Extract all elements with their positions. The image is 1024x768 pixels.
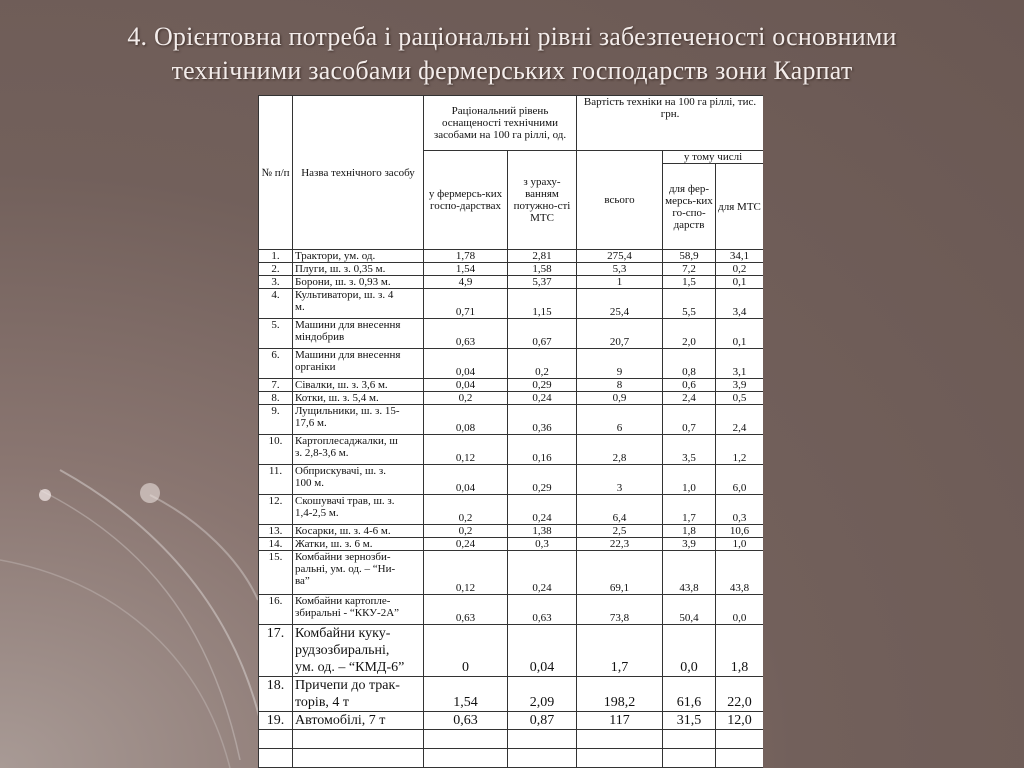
row-rational-mts: 0,67 (508, 319, 577, 349)
slide-title-line-2: технічними засобами фермерських господарств зони Карпат (171, 56, 853, 85)
row-number: 1. (259, 250, 293, 263)
row-cost-total: 275,4 (577, 250, 663, 263)
row-rational-farm: 0,2 (424, 495, 508, 525)
equipment-table (258, 95, 763, 768)
row-number: 18. (259, 677, 293, 712)
header-no: № п/п (259, 96, 293, 250)
row-cost-total: 69,1 (577, 551, 663, 595)
row-name: Трактори, ум. од. (293, 250, 424, 263)
row-cost-mts: 1,8 (716, 625, 764, 677)
row-rational-mts: 1,38 (508, 525, 577, 538)
header-cost-total: всього (577, 151, 663, 250)
row-rational-mts: 0,24 (508, 551, 577, 595)
row-rational-farm: 0,04 (424, 465, 508, 495)
row-rational-mts: 2,09 (508, 677, 577, 712)
row-rational-farm: 0,63 (424, 712, 508, 730)
row-cost-farm: 5,5 (663, 289, 716, 319)
row-cost-total: 5,3 (577, 263, 663, 276)
row-name: Картоплесаджалки, ш з. 2,8-3,6 м. (293, 435, 424, 465)
row-cost-mts: 3,4 (716, 289, 764, 319)
row-name: Борони, ш. з. 0,93 м. (293, 276, 424, 289)
row-cost-farm: 2,4 (663, 392, 716, 405)
empty-row (259, 749, 764, 768)
row-number: 4. (259, 289, 293, 319)
row-number: 3. (259, 276, 293, 289)
row-rational-farm: 0,12 (424, 551, 508, 595)
row-cost-farm: 1,7 (663, 495, 716, 525)
table-row (259, 289, 764, 319)
row-rational-farm: 0,08 (424, 405, 508, 435)
row-cost-total: 0,9 (577, 392, 663, 405)
table-row (259, 495, 764, 525)
row-cost-farm: 43,8 (663, 551, 716, 595)
header-rational-farm: у фермерсь-ких госпо-дарствах (424, 151, 508, 250)
empty-cell (716, 730, 764, 749)
row-name: Плуги, ш. з. 0,35 м. (293, 263, 424, 276)
row-cost-mts: 10,6 (716, 525, 764, 538)
row-rational-mts: 0,16 (508, 435, 577, 465)
row-name: Причепи до трак- торів, 4 т (293, 677, 424, 712)
table-row (259, 538, 764, 551)
row-rational-mts: 0,36 (508, 405, 577, 435)
row-rational-mts: 1,15 (508, 289, 577, 319)
row-number: 14. (259, 538, 293, 551)
row-rational-farm: 0,12 (424, 435, 508, 465)
row-name: Машини для внесення міндобрив (293, 319, 424, 349)
row-cost-farm: 50,4 (663, 595, 716, 625)
row-cost-farm: 31,5 (663, 712, 716, 730)
row-number: 7. (259, 379, 293, 392)
row-cost-farm: 7,2 (663, 263, 716, 276)
row-cost-mts: 0,3 (716, 495, 764, 525)
row-number: 9. (259, 405, 293, 435)
row-number: 15. (259, 551, 293, 595)
row-name: Комбайни картопле- збиральні - “ККУ-2А” (293, 595, 424, 625)
row-number: 17. (259, 625, 293, 677)
table-row (259, 712, 764, 730)
slide-title-line-1: 4. Орієнтовна потреба і раціональні рівні забезпеченості основними (127, 22, 897, 51)
header-rational-mts: з ураху-ванням потужно-сті МТС (508, 151, 577, 250)
row-number: 19. (259, 712, 293, 730)
row-name: Комбайни куку- рудзозбиральні, ум. од. – “КМД-6” (293, 625, 424, 677)
table-row (259, 525, 764, 538)
row-rational-mts: 0,04 (508, 625, 577, 677)
row-cost-total: 20,7 (577, 319, 663, 349)
row-rational-farm: 0,71 (424, 289, 508, 319)
table-row (259, 392, 764, 405)
empty-cell (577, 749, 663, 768)
header-cost: Вартість техніки на 100 га ріллі, тис. грн. (577, 96, 764, 151)
row-number: 11. (259, 465, 293, 495)
empty-cell (663, 749, 716, 768)
row-cost-mts: 3,1 (716, 349, 764, 379)
row-rational-mts: 0,29 (508, 379, 577, 392)
row-name: Жатки, ш. з. 6 м. (293, 538, 424, 551)
row-cost-farm: 1,8 (663, 525, 716, 538)
row-number: 10. (259, 435, 293, 465)
row-rational-farm: 4,9 (424, 276, 508, 289)
row-cost-total: 25,4 (577, 289, 663, 319)
row-cost-total: 3 (577, 465, 663, 495)
row-cost-mts: 22,0 (716, 677, 764, 712)
empty-cell (293, 730, 424, 749)
empty-cell (716, 749, 764, 768)
row-cost-farm: 3,5 (663, 435, 716, 465)
table-row (259, 405, 764, 435)
empty-cell (259, 749, 293, 768)
empty-row (259, 730, 764, 749)
row-cost-farm: 0,0 (663, 625, 716, 677)
row-rational-mts: 0,2 (508, 349, 577, 379)
row-cost-total: 6 (577, 405, 663, 435)
row-cost-total: 1 (577, 276, 663, 289)
table-body (259, 250, 764, 768)
slide-title (30, 20, 994, 88)
row-cost-total: 198,2 (577, 677, 663, 712)
row-cost-total: 1,7 (577, 625, 663, 677)
row-rational-farm: 0,2 (424, 392, 508, 405)
row-rational-farm: 1,78 (424, 250, 508, 263)
row-cost-mts: 0,0 (716, 595, 764, 625)
row-cost-farm: 0,7 (663, 405, 716, 435)
row-number: 5. (259, 319, 293, 349)
row-cost-total: 8 (577, 379, 663, 392)
row-rational-mts: 1,58 (508, 263, 577, 276)
row-rational-mts: 5,37 (508, 276, 577, 289)
row-number: 2. (259, 263, 293, 276)
row-rational-mts: 0,63 (508, 595, 577, 625)
empty-cell (293, 749, 424, 768)
row-cost-mts: 34,1 (716, 250, 764, 263)
row-cost-total: 9 (577, 349, 663, 379)
header-cost-mts: для МТС (716, 164, 764, 250)
row-cost-total: 117 (577, 712, 663, 730)
empty-cell (424, 730, 508, 749)
row-number: 13. (259, 525, 293, 538)
row-rational-farm: 0,2 (424, 525, 508, 538)
row-cost-mts: 43,8 (716, 551, 764, 595)
table-row (259, 276, 764, 289)
row-name: Косарки, ш. з. 4-6 м. (293, 525, 424, 538)
row-cost-total: 22,3 (577, 538, 663, 551)
row-cost-total: 6,4 (577, 495, 663, 525)
row-cost-farm: 3,9 (663, 538, 716, 551)
row-rational-mts: 0,24 (508, 392, 577, 405)
table-row (259, 625, 764, 677)
row-cost-farm: 2,0 (663, 319, 716, 349)
empty-cell (259, 730, 293, 749)
row-rational-farm: 0,04 (424, 349, 508, 379)
table-row (259, 435, 764, 465)
table-row (259, 263, 764, 276)
row-name: Лущильники, ш. з. 15- 17,6 м. (293, 405, 424, 435)
row-cost-farm: 61,6 (663, 677, 716, 712)
row-name: Обприскувачі, ш. з. 100 м. (293, 465, 424, 495)
empty-cell (508, 730, 577, 749)
table-row (259, 551, 764, 595)
row-number: 12. (259, 495, 293, 525)
table-row (259, 250, 764, 263)
table-row (259, 595, 764, 625)
table-row (259, 379, 764, 392)
row-rational-mts: 0,29 (508, 465, 577, 495)
row-name: Автомобілі, 7 т (293, 712, 424, 730)
row-cost-total: 2,8 (577, 435, 663, 465)
table-image (258, 95, 763, 768)
row-number: 16. (259, 595, 293, 625)
header-cost-farm: для фер-мерсь-ких го-спо-дарств (663, 164, 716, 250)
empty-cell (424, 749, 508, 768)
row-rational-farm: 1,54 (424, 677, 508, 712)
empty-cell (663, 730, 716, 749)
row-cost-farm: 0,8 (663, 349, 716, 379)
row-cost-farm: 0,6 (663, 379, 716, 392)
table-row (259, 319, 764, 349)
row-cost-total: 2,5 (577, 525, 663, 538)
row-name: Котки, ш. з. 5,4 м. (293, 392, 424, 405)
row-rational-mts: 0,24 (508, 495, 577, 525)
row-rational-farm: 0,63 (424, 319, 508, 349)
row-name: Комбайни зернозби- ральні, ум. од. – “Ни- ва” (293, 551, 424, 595)
row-number: 6. (259, 349, 293, 379)
row-rational-farm: 0,63 (424, 595, 508, 625)
row-cost-farm: 1,5 (663, 276, 716, 289)
row-cost-farm: 58,9 (663, 250, 716, 263)
row-rational-farm: 0 (424, 625, 508, 677)
header-rational-level: Раціональний рівень оснащеності технічними засобами на 100 га ріллі, од. (424, 96, 577, 151)
table-row (259, 349, 764, 379)
row-cost-mts: 6,0 (716, 465, 764, 495)
row-cost-total: 73,8 (577, 595, 663, 625)
row-rational-mts: 0,87 (508, 712, 577, 730)
row-rational-mts: 2,81 (508, 250, 577, 263)
row-cost-mts: 0,1 (716, 319, 764, 349)
row-cost-mts: 12,0 (716, 712, 764, 730)
table-row (259, 465, 764, 495)
empty-cell (577, 730, 663, 749)
row-rational-farm: 0,04 (424, 379, 508, 392)
row-cost-mts: 2,4 (716, 405, 764, 435)
row-cost-mts: 0,5 (716, 392, 764, 405)
row-number: 8. (259, 392, 293, 405)
row-cost-mts: 1,0 (716, 538, 764, 551)
row-name: Скошувачі трав, ш. з. 1,4-2,5 м. (293, 495, 424, 525)
row-name: Сівалки, ш. з. 3,6 м. (293, 379, 424, 392)
row-rational-farm: 1,54 (424, 263, 508, 276)
header-name: Назва технічного засобу (293, 96, 424, 250)
row-cost-mts: 0,2 (716, 263, 764, 276)
row-cost-mts: 3,9 (716, 379, 764, 392)
table-row (259, 677, 764, 712)
row-cost-farm: 1,0 (663, 465, 716, 495)
row-rational-mts: 0,3 (508, 538, 577, 551)
header-incl: у тому числі (663, 151, 764, 164)
row-cost-mts: 1,2 (716, 435, 764, 465)
row-rational-farm: 0,24 (424, 538, 508, 551)
row-name: Машини для внесення органіки (293, 349, 424, 379)
row-name: Культиватори, ш. з. 4 м. (293, 289, 424, 319)
empty-cell (508, 749, 577, 768)
row-cost-mts: 0,1 (716, 276, 764, 289)
